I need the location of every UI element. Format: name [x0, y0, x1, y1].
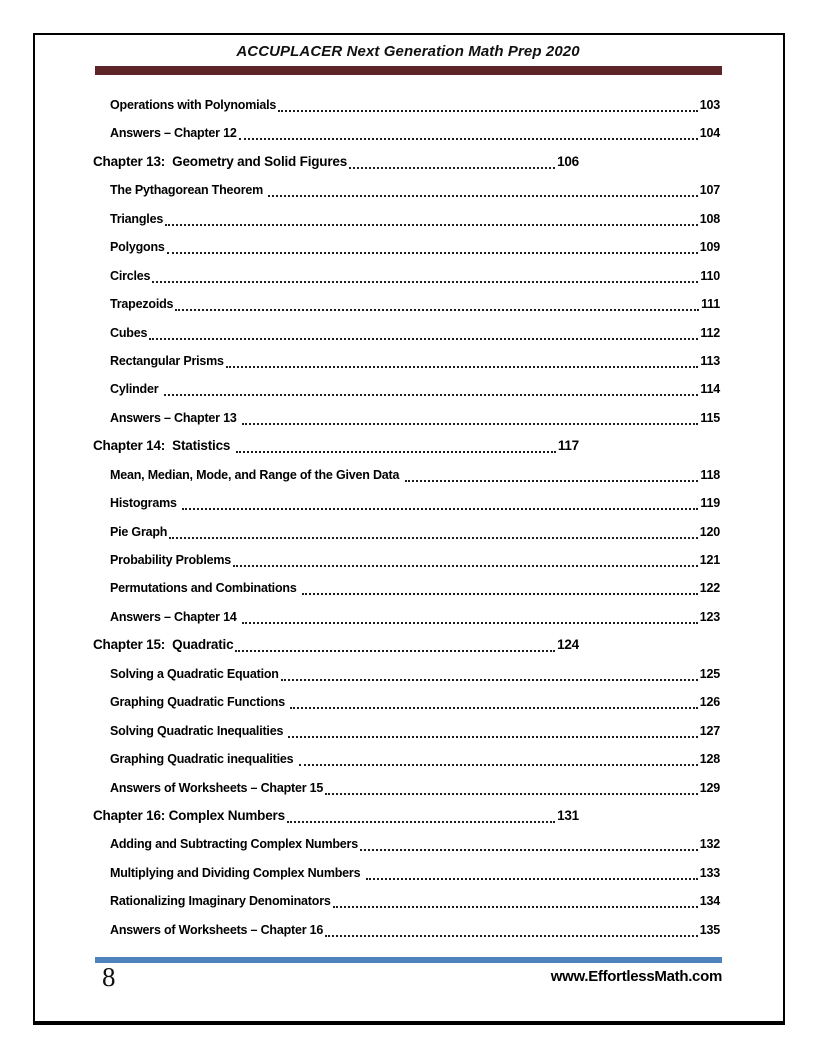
toc-entry-page: 107	[699, 183, 720, 198]
dot-leader	[164, 375, 699, 396]
dot-leader	[281, 660, 698, 681]
toc-entry-page: 129	[699, 780, 720, 795]
toc-entry[interactable]	[93, 461, 720, 489]
toc-entry-label: Rectangular Prisms	[110, 353, 224, 368]
dot-leader	[325, 916, 698, 937]
dot-leader	[360, 830, 698, 851]
toc-entry-page: 110	[700, 268, 720, 283]
toc-entry-page: 106	[557, 153, 579, 169]
toc-entry-page: 131	[557, 807, 579, 823]
dot-leader	[152, 262, 698, 283]
toc-entry-label: Mean, Median, Mode, and Range of the Given Data	[110, 467, 403, 482]
toc-entry-label: Answers of Worksheets – Chapter 16	[110, 922, 324, 937]
toc-entry-page: 134	[699, 894, 720, 909]
dot-leader	[290, 688, 697, 709]
toc-entry[interactable]	[93, 262, 720, 290]
dot-leader	[366, 859, 698, 880]
toc-entry[interactable]	[93, 91, 720, 119]
toc-entry-label: Graphing Quadratic inequalities	[110, 752, 297, 767]
toc-entry-label: Circles	[110, 268, 151, 283]
running-header-title: ACCUPLACER Next Generation Math Prep 2020	[236, 43, 580, 60]
dot-leader	[233, 546, 698, 567]
toc-entry-page: 104	[699, 126, 720, 141]
toc-entry-label: Rationalizing Imaginary Denominators	[110, 894, 331, 909]
toc-entry-page: 120	[699, 524, 720, 539]
dot-leader	[288, 717, 697, 738]
toc-entry-label: Multiplying and Dividing Complex Numbers	[110, 865, 364, 880]
dot-leader	[149, 319, 698, 340]
toc-entry[interactable]	[93, 574, 720, 602]
toc-entry-label: Polygons	[110, 240, 165, 255]
toc-entry-page: 115	[700, 410, 720, 425]
toc-entry-label: Chapter 15: Quadratic	[93, 637, 234, 653]
toc-entry-page: 126	[699, 695, 720, 710]
toc-entry-label: Adding and Subtracting Complex Numbers	[110, 837, 358, 852]
toc-entry-page: 117	[557, 438, 579, 454]
toc-entry-page: 132	[699, 837, 720, 852]
toc-entry[interactable]	[93, 916, 720, 944]
toc-entry-page: 109	[699, 240, 720, 255]
toc-entry[interactable]	[93, 347, 720, 375]
toc-entry-page: 114	[700, 382, 720, 397]
toc-entry-page: 118	[700, 467, 720, 482]
dot-leader	[278, 91, 698, 112]
dot-leader	[242, 404, 699, 425]
toc-entry[interactable]	[93, 518, 720, 546]
toc-entry[interactable]	[93, 688, 720, 716]
dot-leader	[349, 148, 555, 169]
dot-leader	[235, 631, 555, 652]
dot-leader	[226, 347, 699, 368]
toc-entry-page: 113	[700, 353, 720, 368]
dot-leader	[239, 119, 698, 140]
toc-entry-page: 135	[699, 922, 720, 937]
toc-entry-label: Solving Quadratic Inequalities	[110, 723, 287, 738]
toc-entry-label: Answers of Worksheets – Chapter 15	[110, 780, 324, 795]
toc-entry-label: The Pythagorean Theorem	[110, 183, 267, 198]
toc-entry-label: Answers – Chapter 14	[110, 609, 240, 624]
toc-entry-label: Chapter 14: Statistics	[93, 438, 234, 454]
toc-entry[interactable]	[93, 432, 579, 460]
toc-entry[interactable]	[93, 489, 720, 517]
website-link[interactable]: www.EffortlessMath.com	[550, 968, 722, 985]
toc-entry[interactable]	[93, 774, 720, 802]
toc-entry[interactable]	[93, 119, 720, 147]
dot-leader	[302, 574, 698, 595]
toc-entry-label: Cylinder	[110, 382, 162, 397]
page-number: 8	[102, 962, 116, 992]
toc-entry[interactable]	[93, 148, 579, 176]
dot-leader	[169, 518, 697, 539]
dot-leader	[287, 802, 555, 823]
dot-leader	[182, 489, 698, 510]
toc-entry-page: 123	[699, 609, 720, 624]
dot-leader	[236, 432, 556, 453]
toc-entry-label: Permutations and Combinations	[110, 581, 300, 596]
dot-leader	[242, 603, 698, 624]
toc-entry[interactable]	[93, 375, 720, 403]
toc-entry[interactable]	[93, 802, 579, 830]
toc-entry-page: 103	[699, 98, 720, 112]
toc-entry[interactable]	[93, 830, 720, 858]
dot-leader	[325, 774, 698, 795]
dot-leader	[175, 290, 699, 311]
toc-entry[interactable]	[93, 176, 720, 204]
dot-leader	[165, 205, 698, 226]
toc-entry-label: Operations with Polynomials	[110, 98, 277, 112]
dot-leader	[405, 461, 699, 482]
toc-entry[interactable]	[93, 887, 720, 915]
toc-entry[interactable]	[93, 859, 720, 887]
dot-leader	[299, 745, 698, 766]
toc-entry[interactable]	[93, 717, 720, 745]
toc-entry-label: Chapter 16: Complex Numbers	[93, 807, 285, 823]
toc-entry-label: Answers – Chapter 12	[110, 126, 237, 141]
dot-leader	[333, 887, 698, 908]
toc-entry-page: 112	[700, 325, 720, 340]
toc-entry-label: Triangles	[110, 211, 164, 226]
toc-entry-page: 121	[699, 553, 720, 567]
dot-leader	[167, 233, 698, 254]
toc-entry-page: 125	[699, 666, 720, 681]
toc-entry[interactable]	[93, 404, 720, 432]
toc	[93, 91, 720, 944]
dot-leader	[268, 176, 697, 197]
toc-entry-label: Trapezoids	[110, 297, 174, 312]
toc-entry-page: 108	[699, 211, 720, 226]
toc-entry-page: 127	[699, 723, 720, 738]
toc-entry-label: Solving a Quadratic Equation	[110, 666, 279, 681]
toc-entry-page: 119	[700, 496, 720, 511]
toc-entry-label: Pie Graph	[110, 524, 168, 539]
toc-entry[interactable]	[93, 745, 720, 773]
toc-entry[interactable]	[93, 233, 720, 261]
toc-entry-page: 128	[699, 752, 720, 767]
toc-entry-label: Chapter 13: Geometry and Solid Figures	[93, 153, 348, 169]
toc-entry-label: Cubes	[110, 325, 148, 340]
toc-entry-page: 133	[699, 865, 720, 880]
toc-entry-page: 111	[701, 297, 720, 312]
toc-entry-page: 122	[699, 581, 720, 596]
toc-entry-label: Probability Problems	[110, 553, 232, 567]
toc-entry-label: Answers – Chapter 13	[110, 410, 240, 425]
toc-entry[interactable]	[93, 205, 720, 233]
toc-entry[interactable]	[93, 290, 720, 318]
toc-entry[interactable]	[93, 546, 720, 574]
toc-entry-label: Graphing Quadratic Functions	[110, 695, 289, 710]
footer-rule	[95, 957, 722, 963]
toc-entry[interactable]	[93, 631, 579, 659]
toc-entry[interactable]	[93, 660, 720, 688]
toc-entry-page: 124	[557, 637, 579, 653]
header-rule	[95, 66, 722, 75]
toc-entry-label: Histograms	[110, 496, 181, 511]
toc-entry[interactable]	[93, 319, 720, 347]
toc-entry[interactable]	[93, 603, 720, 631]
